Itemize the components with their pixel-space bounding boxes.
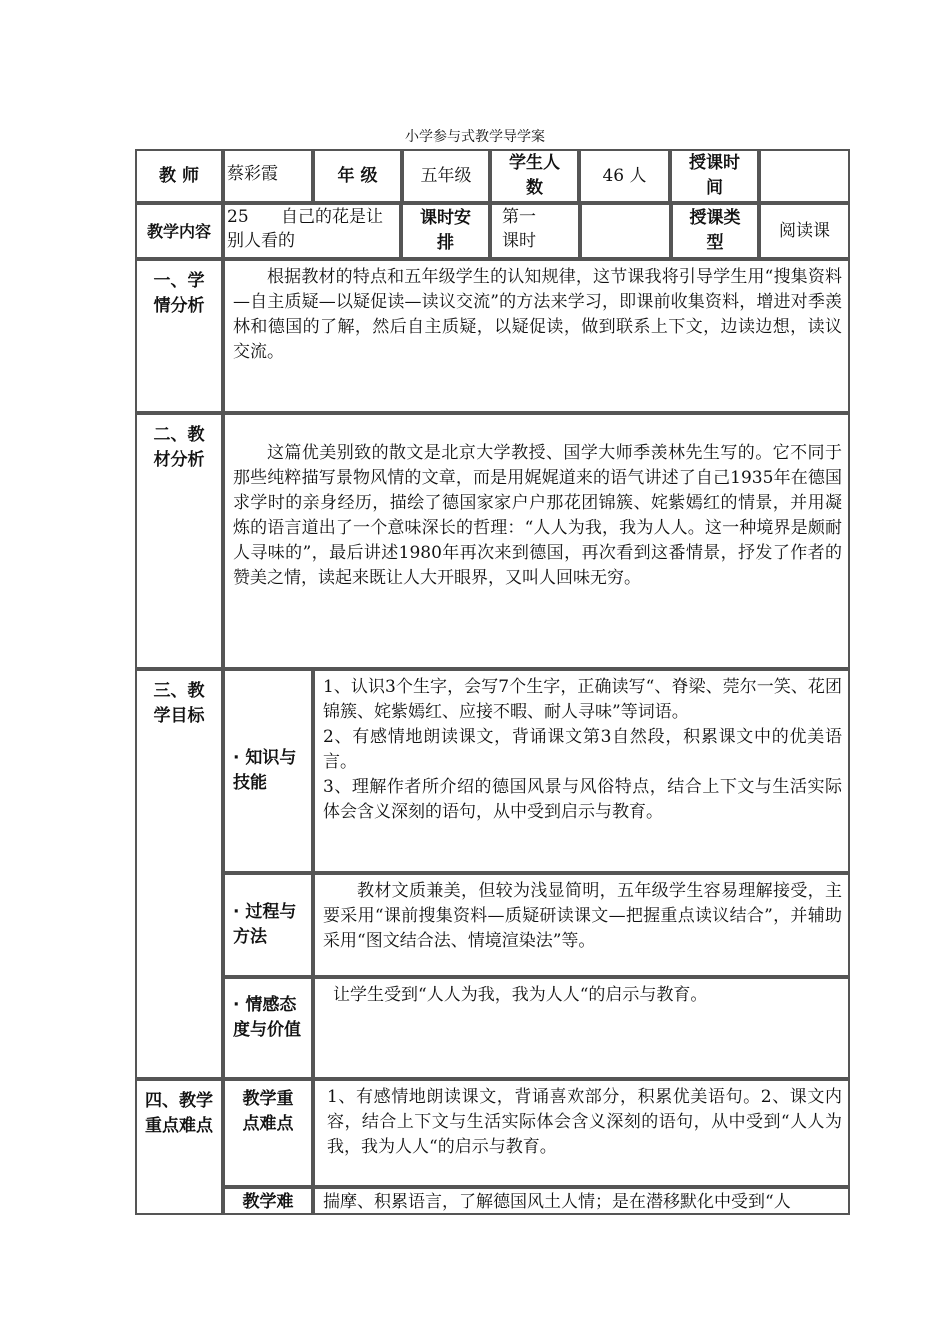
learner-analysis-text: 根据教材的特点和五年级学生的认知规律，这节课我将引导学生用“搜集资料—自主质疑—以疑促读—读议交流”的方法来学习，即课前收集资料，增进对季羡林和德国的了解，然后自主质疑，以疑促读，做到联系上下文，边读边想，读议交流。 <box>223 259 850 413</box>
teacher-name: 蔡彩霞 <box>223 149 313 203</box>
emotion-value-label: · 情感态度与价值 <box>223 977 313 1079</box>
knowledge-item: 3、理解作者所介绍的德国风景与风俗特点，结合上下文与生活实际体会含义深刻的语句，从中受到启示与教育。 <box>323 777 842 822</box>
document-title: 小学参与式教学导学案 <box>405 129 545 145</box>
difficulty-text: 揣摩、积累语言，了解德国风土人情；是在潜移默化中受到“人 <box>313 1187 850 1215</box>
teacher-label: 教 师 <box>135 149 223 203</box>
key-points-label: 四、教学重点难点 <box>135 1079 223 1215</box>
knowledge-item: 1、认识3个生字，会写7个生字，正确读写“、脊梁、莞尔一笑、花团锦簇、姹紫嫣红、应接不暇、耐人寻味”等词语。 <box>323 677 842 722</box>
material-analysis-label: 二、教材分析 <box>135 413 223 669</box>
knowledge-skills-content <box>313 669 850 873</box>
focus-difficulty-text: 1、有感情地朗读课文，背诵喜欢部分，积累优美语句。2、课文内容，结合上下文与生活实际体会含义深刻的语句，从中受到“人人为我，我为人人“的启示与教育。 <box>313 1079 850 1187</box>
content-label: 教学内容 <box>135 203 223 259</box>
lesson-plan-table <box>135 149 850 1215</box>
time-label: 授课时间 <box>670 149 759 203</box>
material-analysis-text: 这篇优美别致的散文是北京大学教授、国学大师季羡林先生写的。它不同于那些纯粹描写景物风情的文章，而是用娓娓道来的语气讲述了自己1935年在德国求学时的亲身经历，描绘了德国家家户户那花团锦簇、姹紫嫣红的情景，并用凝炼的语言道出了一个意味深长的哲理：“人人为我，我为人人。这一种境界是颇耐人寻味的”，最后讲述1980年再次来到德国，再次看到这番情景，抒发了作者的赞美之情，读起来既让人大开眼界，又叫人回味无穷。 <box>223 413 850 669</box>
blank-cell <box>580 203 671 259</box>
focus-difficulty-label: 教学重点难点 <box>223 1079 313 1187</box>
grade-label: 年 级 <box>313 149 402 203</box>
schedule-label: 课时安排 <box>401 203 490 259</box>
learner-analysis-label: 一、学情分析 <box>135 259 223 413</box>
students-value: 46 人 <box>579 149 670 203</box>
process-method-text: 教材文质兼美，但较为浅显简明，五年级学生容易理解接受，主要采用“课前搜集资料—质疑研读课文—把握重点读议结合”，并辅助采用“图文结合法、情境渲染法”等。 <box>313 873 850 977</box>
schedule-value: 第一课时 <box>490 203 580 259</box>
knowledge-skills-label: · 知识与技能 <box>223 669 313 873</box>
grade-value: 五年级 <box>402 149 490 203</box>
students-label: 学生人数 <box>490 149 579 203</box>
knowledge-item: 2、有感情地朗读课文，背诵课文第3自然段，积累课文中的优美语言。 <box>323 727 842 772</box>
type-label: 授课类型 <box>671 203 759 259</box>
content-value: 25 自己的花是让别人看的 <box>223 203 401 259</box>
time-value <box>759 149 850 203</box>
process-method-label: · 过程与方法 <box>223 873 313 977</box>
emotion-value-text: 让学生受到“人人为我，我为人人“的启示与教育。 <box>313 977 850 1079</box>
difficulty-label: 教学难 <box>223 1187 313 1215</box>
teaching-goals-label: 三、教学目标 <box>135 669 223 1079</box>
type-value: 阅读课 <box>759 203 850 259</box>
